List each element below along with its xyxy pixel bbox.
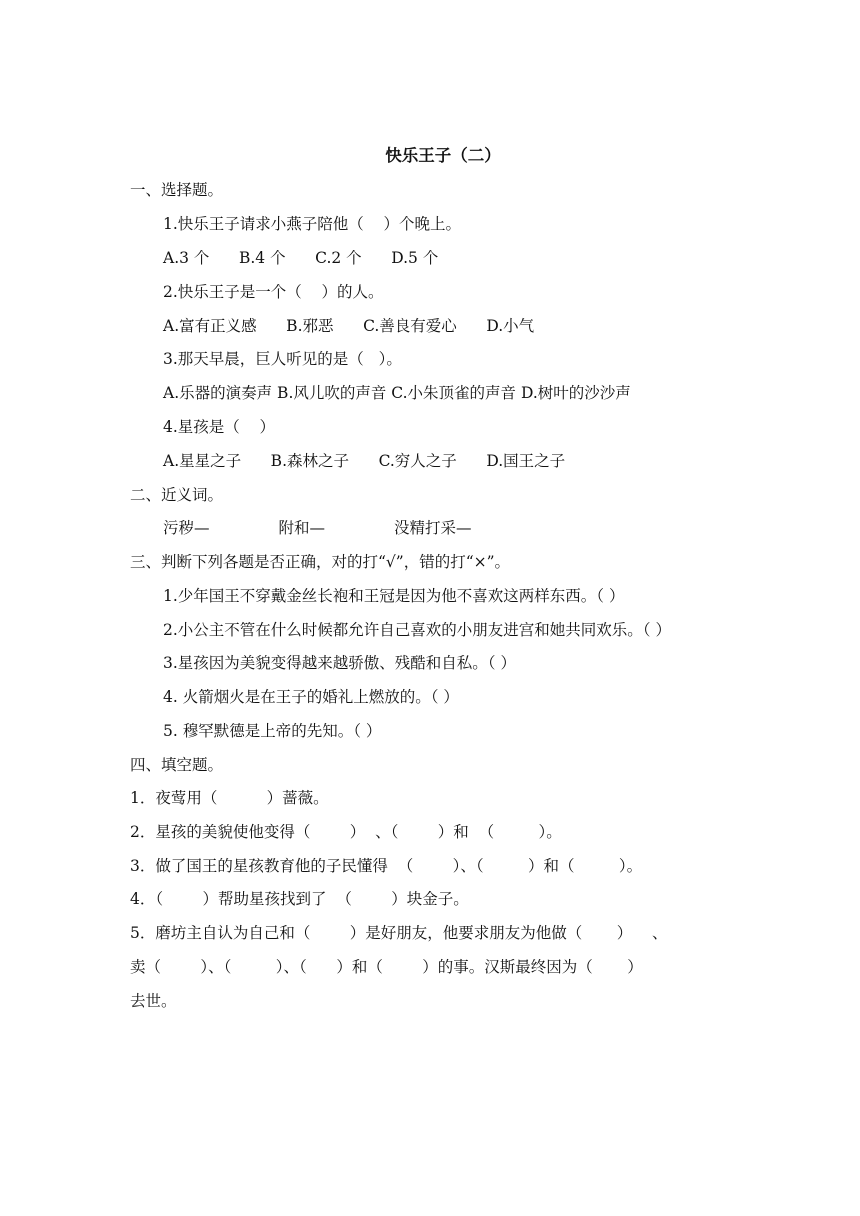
section-2-heading: 二、近义词。 <box>130 486 224 504</box>
judgement-item: 5. 穆罕默德是上帝的先知。（ ） <box>163 722 382 740</box>
synonym-words: 污秽— 附和— 没精打采— <box>163 519 472 537</box>
question-1-options: A.3 个 B.4 个 C.2 个 D.5 个 <box>163 249 439 267</box>
fill-blank-item: 5．磨坊主自认为自己和（ ）是好朋友，他要求朋友为他做（ ） 、 <box>130 924 668 942</box>
fill-blank-item: 3．做了国王的星孩教育他的子民懂得 （ ）、（ ）和（ ）。 <box>130 857 643 875</box>
section-3-heading: 三、判断下列各题是否正确，对的打“√”，错的打“×”。 <box>130 553 511 571</box>
judgement-item: 2.小公主不管在什么时候都允许自己喜欢的小朋友进宫和她共同欢乐。（ ） <box>163 621 671 639</box>
question-2-stem: 2.快乐王子是一个（ ）的人。 <box>163 283 384 301</box>
question-3-stem: 3.那天早晨，巨人听见的是（ ）。 <box>163 350 402 368</box>
fill-blank-item: 2．星孩的美貌使他变得（ ） 、（ ）和 （ ）。 <box>130 823 562 841</box>
page-title: 快乐王子（二） <box>385 146 501 165</box>
fill-blank-item: 1．夜莺用（ ）蔷薇。 <box>130 789 329 807</box>
fill-blank-item-continued: 去世。 <box>130 992 177 1010</box>
fill-blank-item: 4．（ ）帮助星孩找到了 （ ）块金子。 <box>130 890 469 908</box>
question-1-stem: 1.快乐王子请求小燕子陪他（ ）个晚上。 <box>163 215 461 233</box>
judgement-item: 4. 火箭烟火是在王子的婚礼上燃放的。（ ） <box>163 688 459 706</box>
question-4-options: A.星星之子 B.森林之子 C.穷人之子 D.国王之子 <box>163 452 566 470</box>
judgement-item: 1.少年国王不穿戴金丝长袍和王冠是因为他不喜欢这两样东西。（ ） <box>163 587 625 605</box>
question-4-stem: 4.星孩是（ ） <box>163 418 275 436</box>
fill-blank-item-continued: 卖（ ）、（ ）、（ ）和（ ）的事。汉斯最终因为（ ） <box>130 958 643 976</box>
judgement-item: 3.星孩因为美貌变得越来越骄傲、残酷和自私。（ ） <box>163 654 516 672</box>
question-2-options: A.富有正义感 B.邪恶 C.善良有爱心 D.小气 <box>163 317 535 335</box>
section-4-heading: 四、填空题。 <box>130 756 224 774</box>
question-3-options: A.乐器的演奏声 B.风儿吹的声音 C.小朱顶雀的声音 D.树叶的沙沙声 <box>163 384 631 402</box>
section-1-heading: 一、选择题。 <box>130 181 224 199</box>
